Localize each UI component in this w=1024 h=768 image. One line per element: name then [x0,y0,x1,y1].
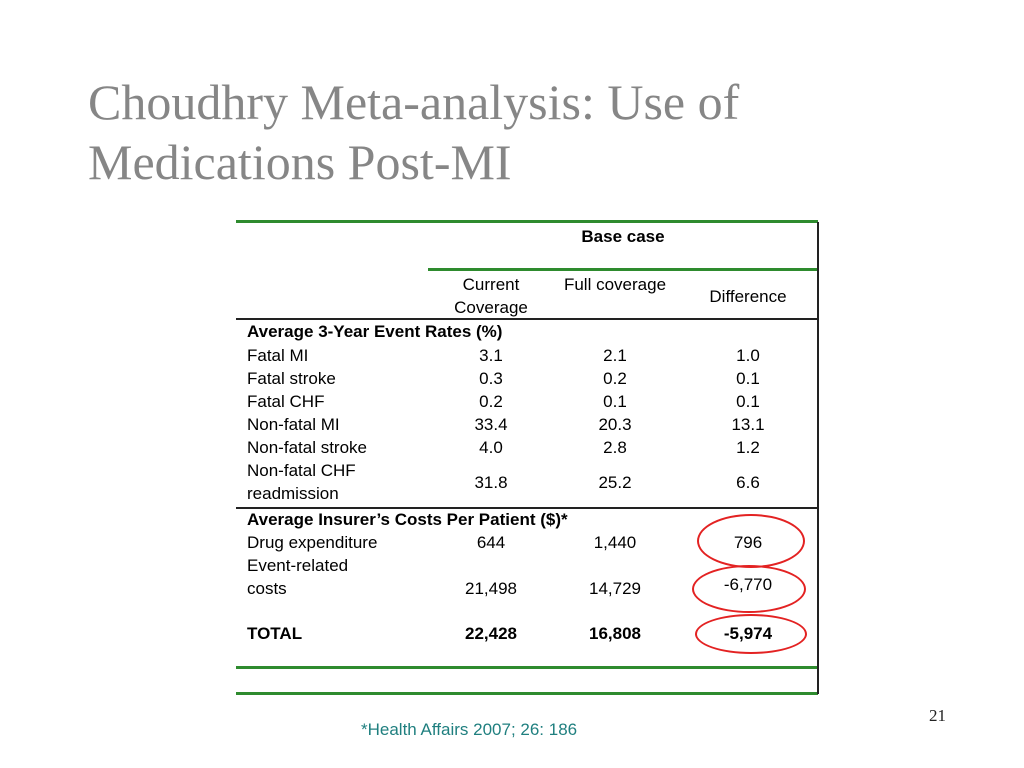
cell-current: 0.2 [479,392,503,411]
table-bottom-rule [236,692,818,695]
column-header-difference: Difference [709,287,787,306]
cell-difference: 1.0 [736,346,760,365]
row-label: Fatal stroke [247,369,336,388]
cell-full: 1,440 [593,533,637,552]
row-label: Non-fatal CHF readmission [247,461,356,503]
cell-full: 0.1 [603,392,627,411]
section-heading-insurer-costs: Average Insurer’s Costs Per Patient ($)* [247,510,568,529]
highlight-oval-event-difference [692,565,806,613]
cell-full: 20.3 [598,415,632,434]
column-header-full: Full coverage [563,275,667,294]
highlight-oval-total-difference [695,614,807,654]
footnote-citation: *Health Affairs 2007; 26: 186 [361,720,578,739]
total-current: 22,428 [465,624,517,643]
cell-full: 14,729 [589,579,641,598]
cell-current: 0.3 [479,369,503,388]
slide-title: Choudhry Meta-analysis: Use of Medications Post-MI [88,74,740,190]
row-label: Drug expenditure [247,533,378,552]
total-full: 16,808 [589,624,641,643]
cell-current: 31.8 [474,473,508,492]
total-label: TOTAL [247,624,303,643]
table-lower-rule [236,666,818,669]
slide-number: 21 [929,706,946,725]
cell-current: 21,498 [465,579,517,598]
highlight-oval-drug-difference [697,514,805,568]
table-right-border [817,222,819,694]
base-case-rule [428,268,818,271]
cell-current: 644 [476,533,506,552]
cell-difference: 796 [733,533,763,552]
row-label: Event-related costs [247,556,349,598]
cell-difference: 6.6 [736,473,760,492]
cell-difference: 0.1 [736,369,760,388]
cell-current: 4.0 [479,438,503,457]
section-heading-event-rates: Average 3-Year Event Rates (%) [247,322,503,341]
row-label: Fatal MI [247,346,309,365]
cell-difference: 1.2 [736,438,760,457]
cell-full: 25.2 [598,473,632,492]
total-difference: -5,974 [723,624,773,643]
group-header: Base case [581,227,665,246]
cell-difference: 13.1 [731,415,765,434]
cell-full: 2.8 [603,438,627,457]
cell-difference: 0.1 [736,392,760,411]
cell-difference: -6,770 [723,575,773,594]
row-label: Non-fatal MI [247,415,340,434]
row-label: Non-fatal stroke [247,438,367,457]
cell-current: 33.4 [474,415,508,434]
cell-full: 2.1 [603,346,627,365]
row-label: Fatal CHF [247,392,325,411]
column-header-current: Current Coverage [454,275,528,317]
cell-full: 0.2 [603,369,627,388]
cell-current: 3.1 [479,346,503,365]
table-top-rule [236,220,818,223]
